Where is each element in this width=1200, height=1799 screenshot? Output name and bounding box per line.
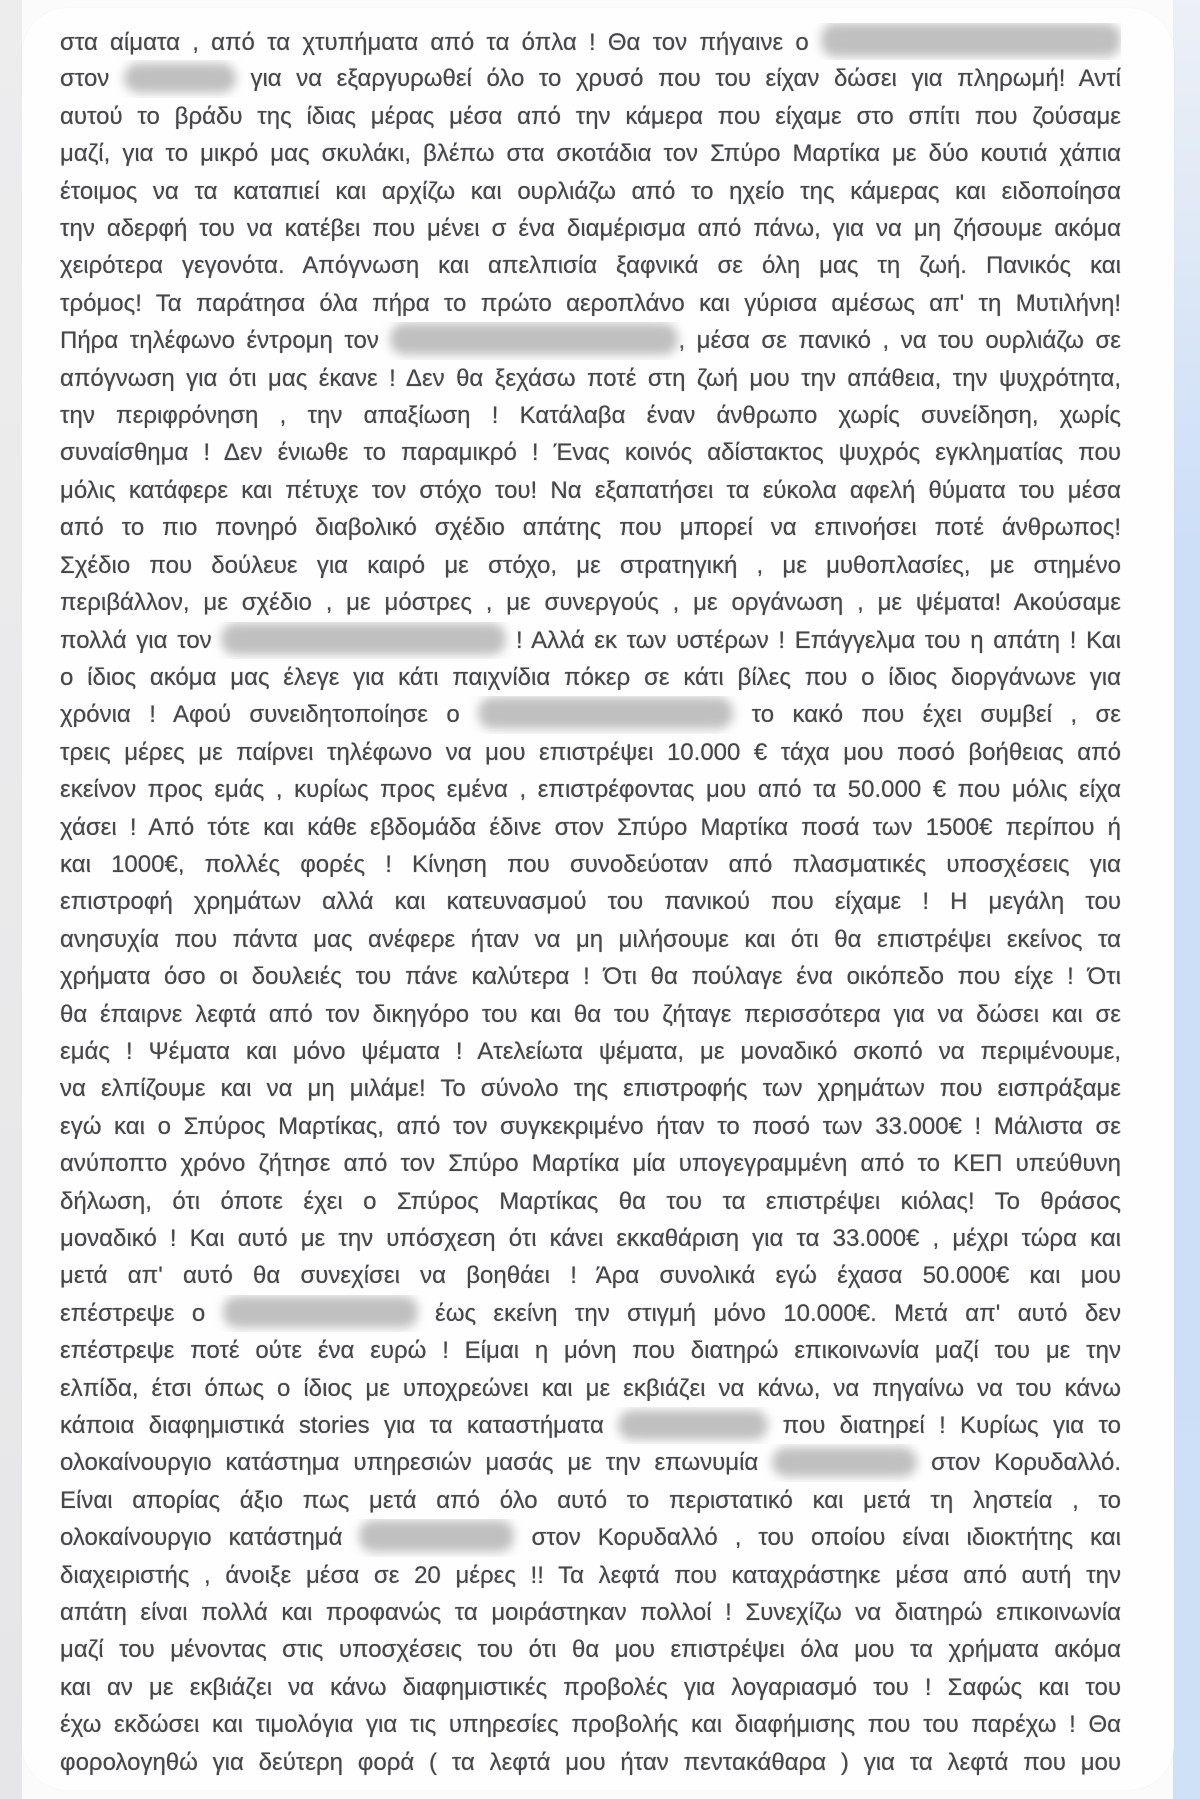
text-segment: ολοκαίνουργιο κατάστημά (60, 1524, 360, 1552)
text-line (60, 846, 1121, 883)
text-line (60, 1220, 1121, 1257)
text-line (60, 771, 1121, 808)
text-line (60, 1257, 1121, 1294)
text-segment: Πήρα τηλέφωνο έντρομη τον (60, 327, 391, 355)
text-segment: θα έπαιρνε λεφτά από τον δικηγόρο του και θα του ζήταγε περισσότερα για να δώσει και σε (60, 1000, 1121, 1028)
text-segment: επέστρεψε ποτέ ούτε ένα ευρώ ! Είμαι η μόνη που διατηρώ επικοινωνία μαζί του με την (60, 1337, 1121, 1365)
redacted-name-blur (478, 697, 733, 729)
document-card (22, 8, 1174, 1790)
text-segment: μοναδικό ! Και αυτό με την υπόσχεση ότι κάνει εκκαθάριση για τα 33.000€ , μέχρι τώρα και (60, 1225, 1121, 1252)
text-line (60, 696, 1121, 733)
text-line (60, 1407, 1121, 1444)
text-segment: ανησυχία που πάντα μας ανέφερε ήταν να μη μιλήσουμε και ότι θα επιστρέψει εκείνος τα (60, 925, 1121, 953)
text-segment: κάποια διαφημιστικά stories για τα καταστήματα (60, 1412, 619, 1440)
text-segment: επέστρεψε ο (60, 1299, 223, 1327)
text-line (60, 98, 1121, 135)
left-edge-strip (0, 0, 22, 1799)
text-segment: χάσει ! Από τότε και κάθε εβδομάδα έδινε στον Σπύρο Μαρτίκα ποσά των 1500€ περίπου ή (60, 813, 1121, 841)
text-segment: χειρότερα γεγονότα. Απόγνωση και απελπισία ξαφνικά σε όλη μας τη ζωή. Πανικός και (60, 252, 1121, 280)
text-segment: ο ίδιος ακόμα μας έλεγε για κάτι παιχνίδια πόκερ σε κάτι βίλες που ο ίδιος διοργάνωνε για (60, 663, 1121, 691)
text-segment: , μέσα σε πανικό , να του ουρλιάζω σε (678, 327, 1121, 355)
text-segment: την περιφρόνηση , την απαξίωση ! Κατάλαβα έναν άνθρωπο χωρίς συνείδηση, χωρίς (60, 402, 1121, 430)
text-line (60, 734, 1121, 771)
text-segment: έτοιμος να τα καταπιεί και αρχίζω και ουρλιάζω από το ηχείο της κάμερας και ειδοποίησα (60, 177, 1121, 205)
text-segment: επιστροφή χρημάτων αλλά και κατευνασμού του πανικού που είχαμε ! Η μεγάλη του (60, 888, 1121, 916)
redacted-name-blur (223, 1296, 418, 1328)
text-line (60, 472, 1121, 509)
text-segment: χρήματα όσο οι δουλειές του πάνε καλύτερα ! Ότι θα πούλαγε ένα οικόπεδο που είχε ! Ότι (60, 963, 1121, 991)
text-segment: ελπίδα, έτσι όπως ο ίδιος με υποχρεώνει και με εκβιάζει να κάνω, να πηγαίνω να του κάνω (60, 1374, 1121, 1402)
text-segment: από το πιο πονηρό διαβολικό σχέδιο απάτης που μπορεί να επινοήσει ποτέ άνθρωπος! (60, 514, 1121, 542)
text-segment: πολλά για τον (60, 626, 222, 654)
text-segment: χρόνια ! Αφού συνειδητοποίησε ο (60, 701, 479, 729)
text-line (60, 397, 1121, 434)
redacted-name-blur (821, 23, 1121, 57)
text-segment: απόγνωση για ότι μας έκανε ! Δεν θα ξεχάσω ποτέ στη ζωή μου την απάθεια, την ψυχρότητα, (60, 364, 1121, 392)
text-segment: απάτη είναι πολλά και προφανώς τα μοιράστηκαν πολλοί ! Συνεχίζω να διατηρώ επικοινωνία (60, 1599, 1121, 1627)
text-segment: φορολογηθώ για δεύτερη φορά ( τα λεφτά μου ήταν πεντακάθαρα ) για τα λεφτά που μου (60, 1748, 1121, 1776)
redacted-name-blur (359, 1520, 514, 1552)
text-segment: περιβάλλον, με σχέδιο , με μόστρες , με συνεργούς , με οργάνωση , με ψέματα! Ακούσαμε (60, 589, 1121, 617)
text-line (60, 1183, 1121, 1220)
text-line (60, 1594, 1121, 1631)
redacted-name-blur (390, 323, 678, 355)
text-segment: για να εξαργυρωθεί όλο το χρυσό που του είχαν δώσει για πληρωμή! Αντί (235, 65, 1121, 93)
text-segment: και αν με εκβιάζει να κάνω διαφημιστικές προβολές για λογαριασμό του ! Σαφώς και του (60, 1673, 1121, 1701)
text-line (60, 1370, 1121, 1407)
text-segment: μαζί του μένοντας στις υποσχέσεις του ότι θα μου επιστρέψει όλα μου τα χρήματα ακόμα (60, 1636, 1121, 1664)
text-segment: την αδερφή του να κατέβει που μένει σ ένα διαμέρισμα από πάνω, για να μη ζήσουμε ακόμα (60, 215, 1121, 243)
text-line (60, 285, 1121, 322)
text-segment: δήλωση, ότι όποτε έχει ο Σπύρος Μαρτίκας θα του τα επιστρέψει κιόλας! Το θράσος (60, 1187, 1121, 1215)
text-segment: τρόμος! Τα παράτησα όλα πήρα το πρώτο αεροπλάνο και γύρισα αμέσως απ' τη Μυτιλήνη! (60, 289, 1121, 317)
redacted-name-blur (221, 623, 506, 655)
text-segment: μετά απ' αυτό θα συνεχίσει να βοηθάει ! Άρα συνολικά εγώ έχασα 50.000€ και μου (60, 1262, 1121, 1290)
text-line (60, 996, 1121, 1033)
text-line (60, 1145, 1121, 1182)
text-line (60, 1482, 1121, 1519)
text-segment: στον Κορυδαλλό , του οποίου είναι ιδιοκτήτης και (514, 1524, 1121, 1552)
text-line (60, 135, 1121, 172)
text-line (60, 1070, 1121, 1107)
text-line (60, 659, 1121, 696)
right-edge-strip (1173, 0, 1200, 1799)
text-line (60, 1332, 1121, 1369)
text-segment: τρεις μέρες με παίρνει τηλέφωνο να μου επιστρέψει 10.000 € τάχα μου ποσό βοήθειας από (60, 738, 1121, 766)
text-line (60, 1744, 1121, 1781)
text-segment: αυτού το βράδυ της ίδιας μέρας μέσα από την κάμερα που είχαμε στο σπίτι που ζούσαμε (60, 102, 1121, 130)
text-segment: εγώ και ο Σπύρος Μαρτίκας, από τον συγκεκριμένο ήταν το ποσό των 33.000€ ! Μάλιστα σε (60, 1112, 1121, 1140)
text-line (60, 921, 1121, 958)
text-line (60, 322, 1121, 359)
text-segment: στον (60, 65, 124, 93)
text-line (60, 1295, 1121, 1332)
text-segment: στον Κορυδαλλό. (917, 1449, 1121, 1477)
text-segment: ολοκαίνουργιο κατάστημα υπηρεσιών μασάς με την επωνυμία (60, 1449, 773, 1477)
text-segment: το κακό που έχει συμβεί , σε (733, 701, 1121, 729)
text-line (60, 60, 1121, 97)
text-line (60, 584, 1121, 621)
text-segment: στα αίματα , από τα χτυπήματα από τα όπλα ! Θα τον πήγαινε ο (60, 29, 821, 56)
text-segment: Είναι απορίας άξιο πως μετά από όλο αυτό το περιστατικό και μετά τη ληστεία , το (60, 1486, 1121, 1514)
text-line (60, 1519, 1121, 1556)
text-line (60, 622, 1121, 659)
text-line (60, 1631, 1121, 1668)
text-line (60, 210, 1121, 247)
text-line (60, 958, 1121, 995)
text-line (60, 883, 1121, 920)
text-segment: εκείνον προς εμάς , κυρίως προς εμένα , επιστρέφοντας μου από τα 50.000 € που μόλις είχα (60, 776, 1121, 804)
text-segment: μαζί, για το μικρό μας σκυλάκι, βλέπω στα σκοτάδια τον Σπύρο Μαρτίκα με δύο κουτιά χάπια (60, 140, 1121, 168)
text-segment: συναίσθημα ! Δεν ένιωθε το παραμικρό ! Ένας κοινός αδίστακτος ψυχρός εγκληματίας που (60, 439, 1121, 467)
text-segment: μόλις κατάφερε και πέτυχε τον στόχο του! Να εξαπατήσει τα εύκολα αφελή θύματα του μέσα (60, 476, 1121, 504)
redacted-name-blur (772, 1447, 917, 1477)
redacted-name-blur (618, 1410, 768, 1440)
text-segment: που διατηρεί ! Κυρίως για το (768, 1412, 1121, 1440)
text-segment: έχω εκδώσει και τιμολόγια για τις υπηρεσίες προβολής και διαφήμισης που του παρέχω ! Θα (60, 1711, 1121, 1739)
text-line (60, 809, 1121, 846)
text-line (60, 1444, 1121, 1481)
text-segment: διαχειριστής , άνοιξε μέσα σε 20 μέρες !! Τα λεφτά που καταχράστηκε μέσα από αυτή την (60, 1561, 1121, 1589)
text-segment: να ελπίζουμε και να μη μιλάμε! Το σύνολο της επιστροφής των χρημάτων που εισπράξαμε (60, 1075, 1121, 1103)
text-line (60, 1557, 1121, 1594)
text-segment: ανύποπτο χρόνο ζήτησε από τον Σπύρο Μαρτίκα μία υπογεγραμμένη από το ΚΕΠ υπεύθυνη (60, 1150, 1121, 1178)
text-line (60, 434, 1121, 471)
text-line (60, 1033, 1121, 1070)
text-line (60, 509, 1121, 546)
text-line (60, 247, 1121, 284)
document-text (60, 23, 1121, 1781)
text-segment: και 1000€, πολλές φορές ! Κίνηση που συνοδεύοταν από πλασματικές υποσχέσεις για (60, 850, 1121, 878)
text-line (60, 23, 1121, 60)
text-line (60, 547, 1121, 584)
text-line (60, 1669, 1121, 1706)
text-segment: ! Αλλά εκ των υστέρων ! Επάγγελμα του η απάτη ! Και (506, 626, 1121, 654)
text-line (60, 1108, 1121, 1145)
text-segment: Σχέδιο που δούλευε για καιρό με στόχο, με στρατηγική , με μυθοπλασίες, με στημένο (60, 551, 1121, 579)
text-segment: έως εκείνη την στιγμή μόνο 10.000€. Μετά απ' αυτό δεν (417, 1299, 1121, 1327)
text-line (60, 360, 1121, 397)
text-line (60, 173, 1121, 210)
text-segment: εμάς ! Ψέματα και μόνο ψέματα ! Ατελείωτα ψέματα, με μοναδικό σκοπό να περιμένουμε, (60, 1037, 1121, 1065)
text-line (60, 1706, 1121, 1743)
redacted-name-blur (124, 63, 236, 93)
